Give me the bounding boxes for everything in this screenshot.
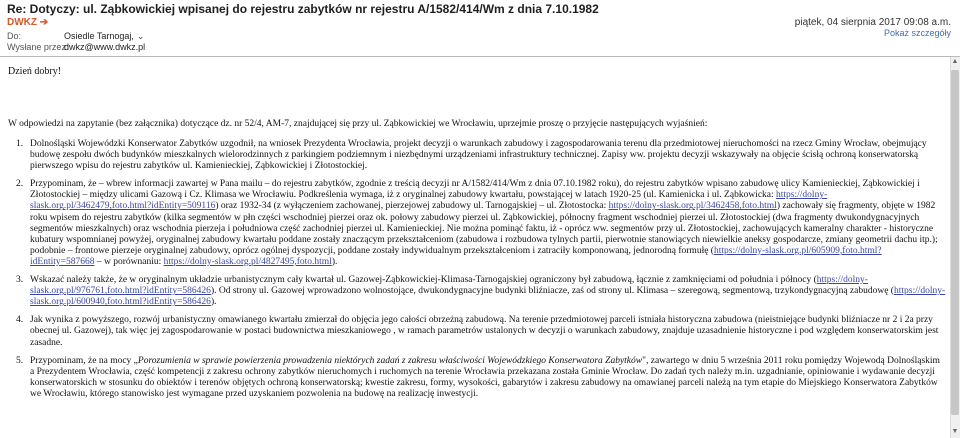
list-item-text: ). [331,256,338,267]
sent-by-label: Wysłane przez: [7,42,69,52]
explanation-list [16,139,946,407]
to-row [7,31,144,42]
list-item [16,356,946,400]
dropdown-icon[interactable]: ⌄ [136,31,145,41]
link-klimasa-photo[interactable]: https://dolny-slask.org.pl/600940,foto.html?idEntity=586426 [30,286,946,308]
list-item-text: Wskazać należy także, że w oryginalnym układzie urbanistycznym cały kwartał ul. Gazowej-Ząbkowickiej-Klimasa-Tarnogajskiej ograniczony był zabudową, łącznie z zamknięciami od południa i północy ( [30,275,817,286]
message-date: piątek, 04 sierpnia 2017 09:08 a.m. [794,17,951,28]
list-item [16,275,946,308]
message-header [0,0,960,56]
message-body [0,57,950,438]
scroll-up-icon[interactable]: ▲ [951,58,959,65]
list-item-text: ) oraz 1932-34 (z wyłączeniem zachowanej, pierzejowej zabudowy ul. Tarnogajskiej – ul. Złotostocka: [215,201,609,212]
list-item-text: ", zawartego w dniu 5 września 2011 roku pomiędzy Wojewodą Dolnośląskim a Prezydentem Wrocławia, część kompetencji z zakresu ochrony zabytków nieruchomych i ruchomych na terenie Wrocławia przekazana została Gminie Wrocław. Do zadań tych należy m.in. uzgadnianie, opiniowanie i wydawanie decyzji konserwatorskich w stosunku do obiektów i terenów objętych ochroną konserwatorską; kwestie zakresu, formy, wysokości, gabarytów i zakresu zabudowy na omawianej parceli należą na tym etapie do Miejskiego Konserwatora Zabytków we Wrocławiu, którego stanowisko jest wymagane przed uzyskaniem pozwolenia na budowę na realizację inwestycji. [30,355,940,399]
list-item [16,179,946,268]
link-kamienicka-photo[interactable]: https://dolny-slask.org.pl/3462479,foto.html?idEntity=509116 [30,190,828,212]
greeting: Dzień dobry! [8,66,62,77]
list-item-number: 2. [16,179,24,190]
sender-label[interactable]: DWKZ [7,17,37,28]
list-item-text: – w porównaniu: [94,256,164,267]
list-item-text: ). Od strony ul. Gazowej wprowadzono wolnostojące, dwukondygnacyjne budynki bliźniacze, zaś od strony ul. Klimasa – szeregową, segmentową, trzykondygnacyjną zabudowę ( [210,286,894,297]
sender-name[interactable] [7,17,48,28]
list-item-text: Jak wynika z powyższego, rozwój urbanistyczny omawianego kwartału zmierzał do objęcia jego całości obrzeżną zabudową. Na terenie przedmiotowej parceli istniała historyczna zabudowa (nieistniejące budynki bliźniacze nr 2 i 2a przy obecnej ul. Gazowej), tak więc jej zagospodarowanie w postaci budownictwa mieszkaniowego , w ramach parametrów ustalonych w decyzji o warunkach zabudowy, znajduje uzasadnienie historyczne i pod względem konserwatorskim jest zasadne. [30,315,939,348]
link-frontage-photo[interactable]: https://dolny-slask.org.pl/605909,foto.html?idEntity=587668 [30,245,882,267]
to-value[interactable]: Osiedle Tarnogaj, [64,31,134,41]
list-item-text: Przypominam, że na mocy „ [30,355,138,366]
list-item-text: Dolnośląski Wojewódzki Konserwator Zabytków uzgodnił, na wniosek Prezydenta Wrocławia, projekt decyzji o warunkach zabudowy i zagospodarowania terenu dla przedmiotowej nieruchomości na rzecz Gminy Wrocław, obejmujący budowę zespołu dwóch budynków mieszkalnych wielorodzinnych z parkingiem podziemnym i niezbędnymi urządzeniami infrastruktury technicznej. Zapisy ww. projektu decyzji wskazywały na objęcie ścisłą ochroną konserwatorską pierwszego wpisu do rejestru zabytków ul. Kamienieckiej, Ząbkowickiej i Złotostockiej. [30,139,927,172]
intro-paragraph: W odpowiedzi na zapytanie (bez załącznika) dotyczące dz. nr 52/4, AM-7, znajdującej się przy ul. Ząbkowickiej we Wrocławiu, uprzejmie proszę o przyjęcie następujących wyjaśnień: [8,119,708,129]
link-zlotostocka-photo[interactable]: https://dolny-slask.org.pl/3462458,foto.html [608,201,777,212]
scrollbar-thumb[interactable] [951,70,959,415]
list-item-number: 1. [16,139,24,149]
scroll-down-icon[interactable]: ▼ [951,428,959,435]
show-details-link[interactable]: Pokaż szczegóły [883,28,951,38]
arrow-icon: ➔ [39,17,49,28]
sent-by-value[interactable]: dwkz@www.dwkz.pl [64,42,146,52]
list-item-text: Przypominam, że – wbrew informacji zawartej w Pana mailu – do rejestru zabytków, zgodnie z treścią decyzji nr A/1582/414/Wm z dnia 07.10.1982 roku), do rejestru zabytków wpisano zabudowę ulicy Kamienieckiej, Ząbkowickiej i Złotostockiej – między ulicami Gazową i Cz. Klimasa we Wrocławiu. Podkreślenia wymaga, iż z oryginalnej zabudowy kwartału, powstającej w latach 1920-25 (ul. Kamienicka i ul. Ząbkowicka: [30,179,920,201]
list-item [16,139,946,172]
list-item-number: 3. [16,275,24,286]
link-quarter-photo[interactable]: https://dolny-slask.org.pl/976761,foto.html?idEntity=586426 [30,275,868,297]
list-item-number: 4. [16,315,24,326]
list-item-text: ). [210,297,217,308]
agreement-title: Porozumienia w sprawie powierzenia prowadzenia niektórych zadań z zakresu właściwości Wojewódzkiego Konserwatora Zabytków [137,355,643,366]
link-comparison-photo[interactable]: https://dolny-slask.org.pl/4827495,foto.html [163,256,332,267]
to-label: Do: [7,31,22,41]
message-subject: Re: Dotyczy: ul. Ząbkowickiej wpisanej do rejestru zabytków nr rejestru A/1582/414/Wm z dnia 7.10.1982 [7,2,599,16]
list-item-text: ) zachowały się fragmenty, objęte w 1982 roku wpisem do rejestru zabytków (kilka segmentów w płn części wschodniej pierzei oraz ok. połowy zabudowy pierzei ul. Ząbkowickiej, północny fragment wschodniej pierzei ul. Złotostockiej (dwa fragmenty dwukondygnacyjnych segmentów mieszkalnych) oraz wschodnia pierzeja i południowa część zachodniej pierzei ul. Kamienieckiej. Nie można pominąć faktu, iż - oprócz ww. segmentów przy ul. Złotostockiej, zachowujących kameralny charakter - historyczne kubatury wspomnianej powyżej, oryginalnej zabudowy kwartału poddane zostały znaczącym przekształceniom (zabudowa i rozbudowa tylnych partii, pierwotnie stanowiących niewielkie aneksy gospodarcze, zmiany geometrii dachu itp.); podobnie – frontowe pierzeje oryginalnej zabudowy, oprócz ogólnej dyspozycji, poddane zostały indywidualnym przekształceniom i zatraciły komponowaną, jednorodną formułę ( [30,201,938,256]
sent-by-row [7,42,145,52]
list-item [16,315,946,348]
list-item-number: 5. [16,355,24,366]
